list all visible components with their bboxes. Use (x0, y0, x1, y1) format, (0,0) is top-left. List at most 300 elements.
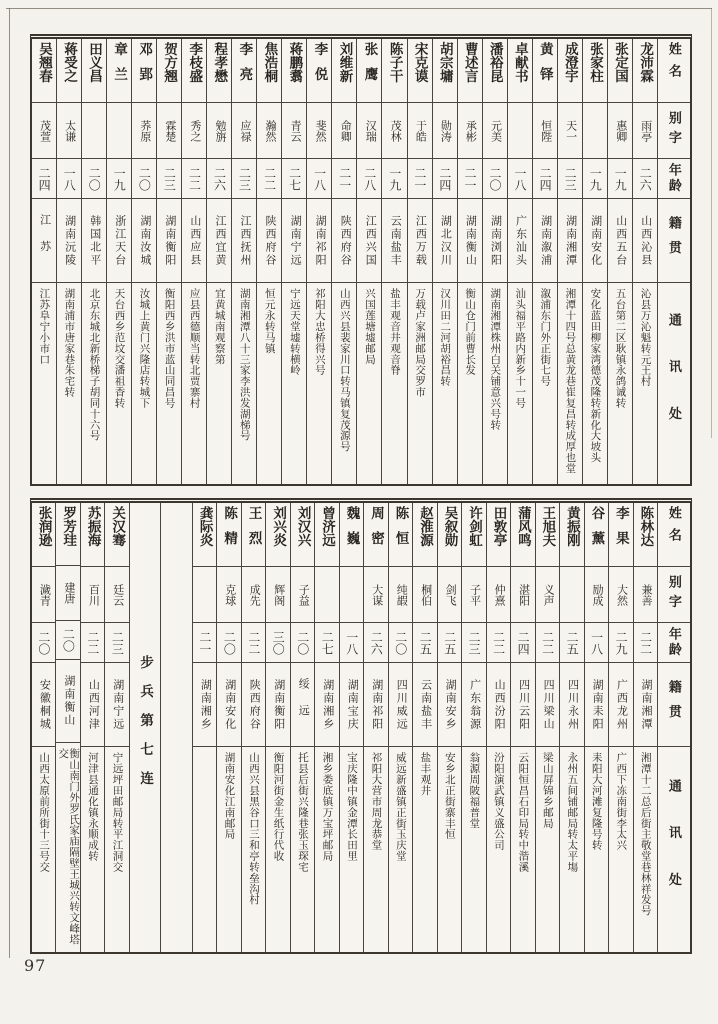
native-place-cell: 陕西府谷 (332, 199, 356, 283)
header-column (657, 503, 690, 952)
header-native-place-label: 籍贯 (658, 663, 690, 747)
courtesy-name-cell: 濊青 (32, 567, 55, 623)
age-cell: 二〇 (32, 623, 55, 663)
native-place-cell: 湖南衡阳 (157, 199, 181, 283)
name-cell: 陈恒 (389, 503, 412, 567)
native-place-cell: 湖南浏阳 (483, 199, 507, 283)
person-column (486, 503, 510, 952)
courtesy-name-cell: 兼善 (634, 567, 657, 623)
name-cell: 焦浩桐 (257, 39, 281, 103)
address-cell: 湘乡娄底镇万宝坪邮局 (321, 752, 333, 862)
name-cell: 陈精 (217, 503, 240, 567)
native-place-cell: 陕西府谷 (257, 199, 281, 283)
native-place-cell: 湖南宝庆 (340, 663, 363, 747)
name-cell: 张润逊 (32, 503, 55, 567)
name-cell: 曹述言 (458, 39, 482, 103)
age-cell: 一八 (508, 159, 532, 199)
address-cell: 山西兴县裴家川口转马镇复茂源号 (338, 288, 350, 452)
unit-label: 步兵第七连 (138, 654, 154, 801)
age-cell: 一九 (382, 159, 406, 199)
courtesy-name-cell: 子益 (291, 567, 314, 623)
roster-table-top (30, 34, 692, 486)
person-column (633, 503, 657, 952)
address-cell: 五台第二区耿镇永鸽诚转 (614, 288, 626, 409)
native-place-cell: 浙江天台 (107, 199, 131, 283)
address-cell: 天台西乡范坟交潘祖香转 (113, 288, 125, 409)
courtesy-name-cell (560, 567, 583, 623)
courtesy-name-cell: 成先 (242, 567, 265, 623)
person-column (131, 39, 156, 484)
courtesy-name-cell: 百川 (81, 567, 104, 623)
person-column (80, 503, 104, 952)
person-column (339, 503, 363, 952)
address-cell: 宜黄城南观察第 (213, 288, 225, 365)
name-cell: 宋克谟 (408, 39, 432, 103)
address-cell: 宁远天堂墟转横岭 (288, 288, 300, 376)
person-column (532, 39, 557, 484)
address-cell: 翁源周陂福普堂 (468, 752, 480, 829)
header-age-label: 年龄 (658, 623, 690, 663)
age-cell: 二五 (560, 623, 583, 663)
name-cell: 赵淮源 (413, 503, 436, 567)
address-cell: 衡阳河街金生纸行代收 (272, 752, 284, 862)
native-place-cell: 湖南祁阳 (364, 663, 387, 747)
age-cell: 二〇 (483, 159, 507, 199)
age-cell: 二七 (282, 159, 306, 199)
age-cell: 二五 (413, 623, 436, 663)
person-column (32, 39, 56, 484)
courtesy-name-cell: 廷云 (105, 567, 128, 623)
age-cell: 二二 (81, 623, 104, 663)
courtesy-name-cell: 大谋 (364, 567, 387, 623)
name-cell: 许剑虹 (462, 503, 485, 567)
address-cell: 河津县通化镇永顺成转 (87, 752, 99, 862)
age-cell: 二〇 (217, 623, 240, 663)
native-place-cell: 湖南耒阳 (585, 663, 608, 747)
person-column (632, 39, 657, 484)
person-column (106, 39, 131, 484)
person-column (192, 503, 216, 952)
native-place-cell: 山西五台 (608, 199, 632, 283)
age-cell: 二六 (633, 159, 657, 199)
age-cell: 三〇 (266, 623, 289, 663)
header-age-label: 年龄 (658, 159, 690, 199)
person-column (582, 39, 607, 484)
person-column (81, 39, 106, 484)
name-cell: 周密 (364, 503, 387, 567)
age-cell: 二二 (257, 159, 281, 199)
age-cell: 一九 (608, 159, 632, 199)
native-place-cell: 湖北汉川 (433, 199, 457, 283)
address-cell: 梁山屏锦乡邮局 (541, 752, 553, 829)
header-address-label: 通讯处 (666, 313, 682, 454)
header-courtesy-name-label: 别字 (658, 567, 690, 623)
header-column (657, 39, 690, 484)
name-cell: 吴翘春 (32, 39, 56, 103)
native-place-cell: 云南盐丰 (382, 199, 406, 283)
native-place-cell: 湖南沅陵 (57, 199, 81, 283)
native-place-cell: 湖南宁远 (282, 199, 306, 283)
age-cell: 二三 (462, 623, 485, 663)
age-cell: 二〇 (389, 623, 412, 663)
address-cell: 山西兴县黑谷口三和亭转垒沟村 (248, 752, 260, 905)
name-cell: 刘维新 (332, 39, 356, 103)
name-cell: 苏振海 (81, 503, 104, 567)
courtesy-name-cell: 剑飞 (438, 567, 461, 623)
name-cell: 章兰 (107, 39, 131, 103)
address-cell: 湘潭十二总后街主敬堂巷林祥发号 (639, 752, 651, 916)
address-cell: 耒阳大河滩复隆号转 (590, 752, 602, 851)
age-cell: 一八 (585, 623, 608, 663)
native-place-cell: 陕西府谷 (242, 663, 265, 747)
courtesy-name-cell: 斐然 (307, 103, 331, 159)
native-place-cell: 湖南安乡 (438, 663, 461, 747)
courtesy-name-cell: 勉旃 (207, 103, 231, 159)
native-place-cell: 山西河津 (81, 663, 104, 747)
native-place-cell: 绥远 (291, 663, 314, 747)
native-place-cell: 湖南湘乡 (315, 663, 338, 747)
native-place-cell: 山西沁县 (633, 199, 657, 283)
address-cell: 安乡北正街寨丰恒 (443, 752, 455, 840)
address-cell: 祁阳大营市周龙恭堂 (370, 752, 382, 851)
native-place-cell: 湖南安化 (217, 663, 240, 747)
age-cell: 二二 (487, 623, 510, 663)
name-cell: 龚际炎 (193, 503, 216, 567)
name-cell: 成澄宇 (558, 39, 582, 103)
person-column (412, 503, 436, 952)
courtesy-name-cell (508, 103, 532, 159)
courtesy-name-cell: 应禄 (232, 103, 256, 159)
age-cell: 一八 (57, 159, 81, 199)
age-cell: 二二 (242, 623, 265, 663)
age-cell: 二〇 (56, 621, 79, 660)
name-cell: 王烈 (242, 503, 265, 567)
courtesy-name-cell: 茂林 (382, 103, 406, 159)
person-column (557, 39, 582, 484)
name-cell: 罗芳珪 (56, 503, 79, 566)
name-cell: 魏巍 (340, 503, 363, 567)
person-column (32, 503, 55, 952)
address-cell: 应县西德顺当转北贾寨村 (188, 288, 200, 409)
address-cell: 江苏阜宁小市口 (38, 288, 50, 365)
age-cell: 二四 (32, 159, 56, 199)
courtesy-name-cell: 纯嘏 (389, 567, 412, 623)
courtesy-name-cell: 命卿 (332, 103, 356, 159)
address-cell: 云阳恒昌石印局转中湝溪 (517, 752, 529, 873)
courtesy-name-cell: 大然 (609, 567, 632, 623)
address-cell: 恒元永转马镇 (263, 288, 275, 354)
age-cell: 二七 (315, 623, 338, 663)
native-place-cell: 湖南宁远 (105, 663, 128, 747)
name-cell: 程孝懋 (207, 39, 231, 103)
courtesy-name-cell: 惠卿 (608, 103, 632, 159)
courtesy-name-cell: 恒陛 (533, 103, 557, 159)
age-cell: 二三 (232, 159, 256, 199)
person-column (314, 503, 338, 952)
courtesy-name-cell: 太谦 (57, 103, 81, 159)
native-place-cell: 江苏 (32, 199, 56, 283)
address-cell: 安化蓝田柳家湾德茂隆转新化大坡头 (589, 288, 601, 463)
address-cell: 汾阳演武镇义盛公司 (492, 752, 504, 851)
name-cell: 贺方翘 (157, 39, 181, 103)
address-cell: 兴国莲塘墟邮局 (363, 288, 375, 365)
address-cell: 衡山仓门前曹长发 (464, 288, 476, 376)
person-column (461, 503, 485, 952)
roster-table-bottom (30, 498, 692, 954)
courtesy-name-cell: 于皓 (408, 103, 432, 159)
name-cell: 田义昌 (82, 39, 106, 103)
age-cell: 二九 (609, 623, 632, 663)
address-cell: 溆浦东门外正街七号 (539, 288, 551, 387)
age-cell: 二一 (408, 159, 432, 199)
address-cell: 永州五间铺邮局转太平塲 (566, 752, 578, 873)
person-column (535, 503, 559, 952)
age-cell: 二六 (364, 623, 387, 663)
age-cell: 一八 (340, 623, 363, 663)
person-column (181, 39, 206, 484)
native-place-cell: 云南盐丰 (413, 663, 436, 747)
address-cell: 汉川田二河胡裕昌转 (439, 288, 451, 387)
address-cell: 衡山南门外罗氏家庙隔壁王城兴转文峰塔交 (57, 748, 80, 945)
courtesy-name-cell: 勋涛 (433, 103, 457, 159)
empty-cell (161, 503, 192, 952)
courtesy-name-cell (107, 103, 131, 159)
person-column (331, 39, 356, 484)
age-cell: 二〇 (291, 623, 314, 663)
person-column (584, 503, 608, 952)
address-cell: 万载卢家洲邮局交罗市 (414, 288, 426, 398)
address-cell: 宝庆隆中镇金潭长田里 (345, 752, 357, 862)
person-column (55, 503, 79, 952)
age-cell: 二六 (207, 159, 231, 199)
name-cell: 蒋受之 (57, 39, 81, 103)
address-cell: 衡阳西乡洪市蓝山同昌号 (163, 288, 175, 409)
name-cell: 李侻 (307, 39, 331, 103)
address-cell: 北京东城北新桥梯子胡同十六号 (88, 288, 100, 441)
courtesy-name-cell: 元美 (483, 103, 507, 159)
header-courtesy-name-label: 别字 (658, 103, 690, 159)
native-place-cell: 四川永州 (560, 663, 583, 747)
person-column (482, 39, 507, 484)
address-cell: 湘潭十四号总黄龙巷崔复昌转成厚也堂 (564, 288, 576, 474)
native-place-cell: 四川梁山 (536, 663, 559, 747)
courtesy-name-cell: 雨亭 (633, 103, 657, 159)
name-cell: 黄铎 (533, 39, 557, 103)
address-cell: 汕头福平路内新乡十一号 (514, 288, 526, 409)
courtesy-name-cell: 义声 (536, 567, 559, 623)
name-cell: 张家柱 (583, 39, 607, 103)
courtesy-name-cell (315, 567, 338, 623)
age-cell: 一九 (583, 159, 607, 199)
person-column (507, 39, 532, 484)
person-column (608, 503, 632, 952)
address-cell: 湖南安化江南邮局 (223, 752, 235, 840)
name-cell: 刘兴炎 (266, 503, 289, 567)
age-cell: 二五 (438, 623, 461, 663)
person-column (607, 39, 632, 484)
courtesy-name-cell: 克球 (217, 567, 240, 623)
age-cell: 二二 (634, 623, 657, 663)
name-cell: 蒲风鸣 (511, 503, 534, 567)
person-column (381, 39, 406, 484)
courtesy-name-cell: 荞原 (132, 103, 156, 159)
name-cell: 邓郢 (132, 39, 156, 103)
person-column (510, 503, 534, 952)
native-place-cell: 江西抚州 (232, 199, 256, 283)
name-cell: 卓献书 (508, 39, 532, 103)
native-place-cell: 江西万载 (408, 199, 432, 283)
age-cell: 二三 (105, 623, 128, 663)
courtesy-name-cell: 承彬 (458, 103, 482, 159)
address-cell: 湖南浦市唐家巷朱宅转 (63, 288, 75, 398)
age-cell: 二〇 (82, 159, 106, 199)
page-frame-top-line (6, 8, 712, 9)
age-cell: 二四 (433, 159, 457, 199)
native-place-cell: 湖南衡阳 (266, 663, 289, 747)
name-cell: 吴叙勋 (438, 503, 461, 567)
courtesy-name-cell (82, 103, 106, 159)
person-column (281, 39, 306, 484)
native-place-cell: 江西兴国 (357, 199, 381, 283)
person-column (407, 39, 432, 484)
page-frame-right-line (711, 8, 712, 438)
age-cell: 二〇 (132, 159, 156, 199)
name-cell: 刘汉兴 (291, 503, 314, 567)
name-cell: 陈子干 (382, 39, 406, 103)
courtesy-name-cell (583, 103, 607, 159)
page-frame-left-line (9, 8, 10, 958)
name-cell: 田敦亭 (487, 503, 510, 567)
age-cell: 二四 (533, 159, 557, 199)
address-cell: 汝城上黄门兴隆店转城下 (138, 288, 150, 409)
name-cell: 张鹰 (357, 39, 381, 103)
address-cell: 托县后街兴隆巷张玉琛宅 (296, 752, 308, 873)
native-place-cell: 湖南溆浦 (533, 199, 557, 283)
native-place-cell: 湖南衡山 (458, 199, 482, 283)
native-place-cell: 湖南衡山 (56, 660, 79, 743)
name-cell: 王旭夫 (536, 503, 559, 567)
age-cell: 二二 (536, 623, 559, 663)
age-cell: 一九 (107, 159, 131, 199)
person-column (559, 503, 583, 952)
header-name-label: 姓名 (658, 39, 690, 103)
native-place-cell: 湖南祁阳 (307, 199, 331, 283)
age-cell: 二四 (511, 623, 534, 663)
address-cell: 沁县万沁魁转元王村 (639, 288, 651, 387)
native-place-cell: 安徽桐城 (32, 663, 55, 747)
person-column (206, 39, 231, 484)
address-cell: 广西下冻南街李太兴 (615, 752, 627, 851)
address-cell: 威远新盛镇正街玉庆堂 (394, 752, 406, 862)
age-cell: 二八 (357, 159, 381, 199)
native-place-cell: 湖南湘乡 (193, 663, 216, 747)
name-cell: 黄振刚 (560, 503, 583, 567)
address-cell: 祁阳大忠桥得兴号 (313, 288, 325, 376)
person-column (363, 503, 387, 952)
name-cell: 龙沛霖 (633, 39, 657, 103)
person-column (306, 39, 331, 484)
person-column (104, 503, 128, 952)
person-column (231, 39, 256, 484)
native-place-cell: 湖南安化 (583, 199, 607, 283)
name-cell: 李亮 (232, 39, 256, 103)
person-column (216, 503, 240, 952)
native-place-cell: 广西龙州 (609, 663, 632, 747)
name-cell: 胡宗墉 (433, 39, 457, 103)
person-column (241, 503, 265, 952)
name-cell: 李枝盛 (182, 39, 206, 103)
courtesy-name-cell: 仲熹 (487, 567, 510, 623)
native-place-cell: 江西宜黄 (207, 199, 231, 283)
person-column (432, 39, 457, 484)
person-column (457, 39, 482, 484)
name-cell: 谷薰 (585, 503, 608, 567)
person-column (356, 39, 381, 484)
courtesy-name-cell: 茂萱 (32, 103, 56, 159)
name-cell: 蒋鹏翥 (282, 39, 306, 103)
courtesy-name-cell: 汉瑞 (357, 103, 381, 159)
native-place-cell: 韩国北平 (82, 199, 106, 283)
person-column (156, 39, 181, 484)
age-cell: 二一 (332, 159, 356, 199)
courtesy-name-cell: 天一 (558, 103, 582, 159)
page-number: 97 (24, 956, 47, 975)
age-cell: 二三 (157, 159, 181, 199)
person-column (56, 39, 81, 484)
name-cell: 张定国 (608, 39, 632, 103)
address-cell (193, 747, 216, 952)
courtesy-name-cell: 霖楚 (157, 103, 181, 159)
courtesy-name-cell: 子平 (462, 567, 485, 623)
age-cell: 二一 (193, 623, 216, 663)
courtesy-name-cell: 桐伯 (413, 567, 436, 623)
person-column (265, 503, 289, 952)
header-address-label: 通讯处 (666, 779, 682, 920)
native-place-cell: 四川云阳 (511, 663, 534, 747)
native-place-cell: 湖南湘潭 (634, 663, 657, 747)
courtesy-name-cell: 建唐 (56, 566, 79, 621)
name-cell: 关汉骞 (105, 503, 128, 567)
courtesy-name-cell: 青云 (282, 103, 306, 159)
age-cell: 二三 (558, 159, 582, 199)
header-name-label: 姓名 (658, 503, 690, 567)
age-cell: 二一 (458, 159, 482, 199)
native-place-cell: 山西应县 (182, 199, 206, 283)
name-cell: 李果 (609, 503, 632, 567)
person-column (256, 39, 281, 484)
native-place-cell: 广东翁源 (462, 663, 485, 747)
unit-column (129, 503, 161, 952)
courtesy-name-cell: 瀚然 (257, 103, 281, 159)
address-cell: 湖南湘潭株州白关铺意兴号转 (489, 288, 501, 430)
name-cell: 陈林达 (634, 503, 657, 567)
empty-column (160, 503, 192, 952)
name-cell: 潘裕昆 (483, 39, 507, 103)
person-column (388, 503, 412, 952)
person-column (437, 503, 461, 952)
address-cell: 盐丰观音井观音脊 (389, 288, 401, 376)
age-cell: 一八 (307, 159, 331, 199)
courtesy-name-cell: 秀之 (182, 103, 206, 159)
courtesy-name-cell: 湛阳 (511, 567, 534, 623)
address-cell: 湖南湘潭八十三家李洪发湖梯号 (238, 288, 250, 441)
address-cell: 盐丰观井 (419, 752, 431, 796)
name-cell: 曾济远 (315, 503, 338, 567)
native-place-cell: 广东汕头 (508, 199, 532, 283)
address-cell: 山西太原前所街十三号交 (38, 752, 50, 873)
native-place-cell: 湖南汝城 (132, 199, 156, 283)
native-place-cell: 四川威远 (389, 663, 412, 747)
